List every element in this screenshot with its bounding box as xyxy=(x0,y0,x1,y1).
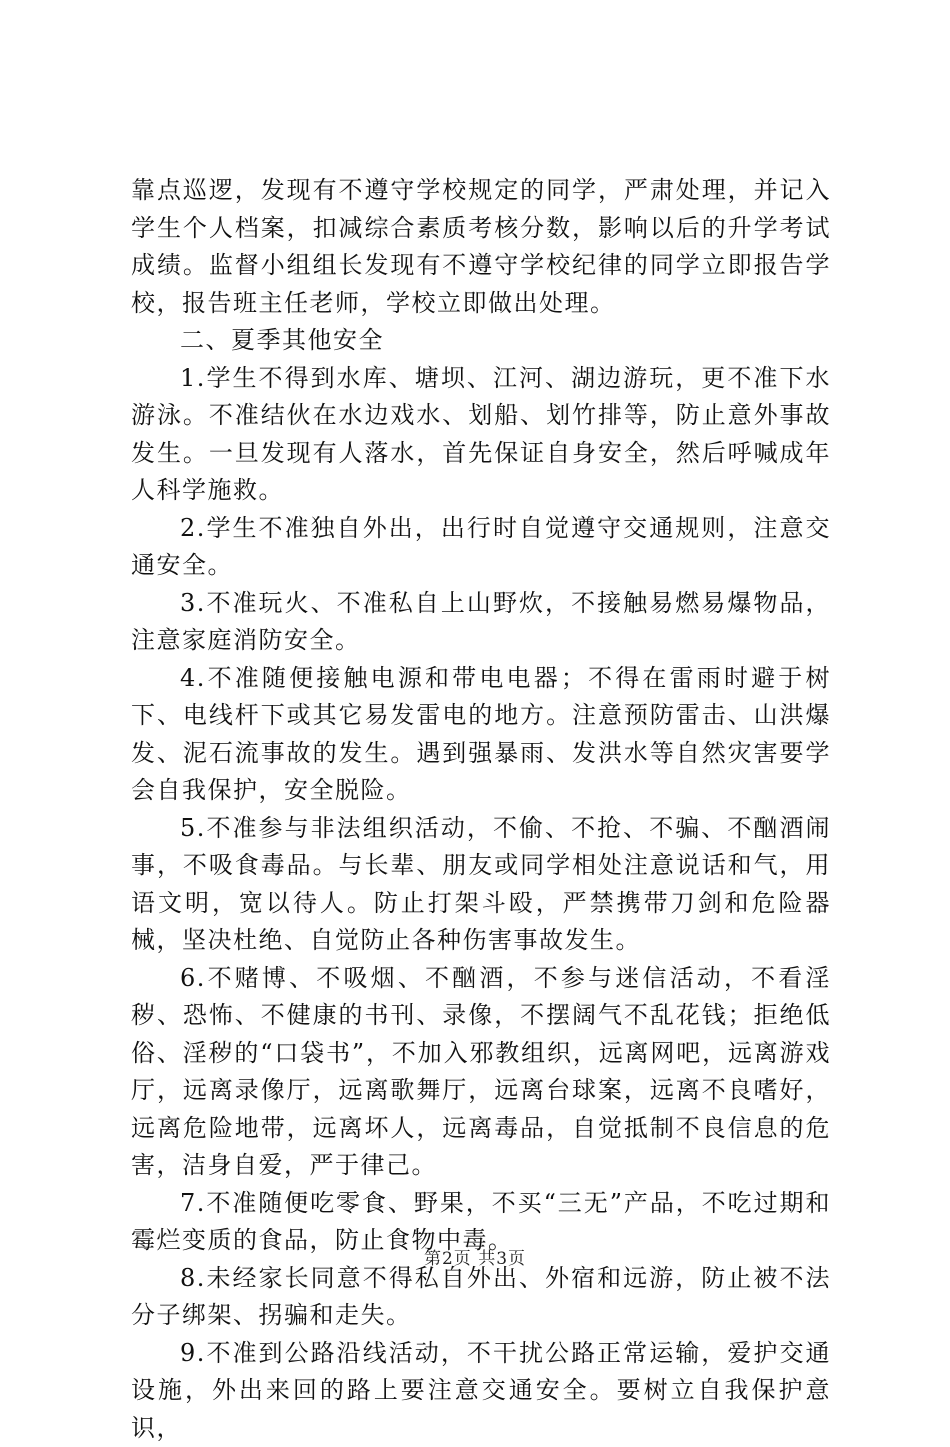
page-number-footer: 第2页 共3页 xyxy=(0,1244,950,1269)
rule-item-1: 1.学生不得到水库、塘坝、江河、湖边游玩，更不准下水游泳。不准结伙在水边戏水、划船、划竹排等，防止意外事故发生。一旦发现有人落水，首先保证自身安全，然后呼喊成年人科学施救。 xyxy=(131,360,831,510)
rule-item-3: 3.不准玩火、不准私自上山野炊，不接触易燃易爆物品，注意家庭消防安全。 xyxy=(131,585,831,660)
rule-item-8: 8.未经家长同意不得私自外出、外宿和远游，防止被不法分子绑架、拐骗和走失。 xyxy=(131,1260,831,1335)
paragraph-patrol-continuation: 靠点巡逻，发现有不遵守学校规定的同学，严肃处理，并记入学生个人档案，扣减综合素质考核分数，影响以后的升学考试成绩。监督小组组长发现有不遵守学校纪律的同学立即报告学校，报告班主任老师，学校立即做出处理。 xyxy=(131,172,831,322)
rule-item-4: 4.不准随便接触电源和带电电器；不得在雷雨时避于树下、电线杆下或其它易发雷电的地方。注意预防雷击、山洪爆发、泥石流事故的发生。遇到强暴雨、发洪水等自然灾害要学会自我保护，安全脱险。 xyxy=(131,660,831,810)
rule-item-6: 6.不赌博、不吸烟、不酗酒，不参与迷信活动，不看淫秽、恐怖、不健康的书刊、录像，不摆阔气不乱花钱；拒绝低俗、淫秽的“口袋书”，不加入邪教组织，远离网吧，远离游戏厅，远离录像厅，远离歌舞厅，远离台球案，远离不良嗜好，远离危险地带，远离坏人，远离毒品，自觉抵制不良信息的危害，洁身自爱，严于律己。 xyxy=(131,960,831,1185)
rule-item-2: 2.学生不准独自外出，出行时自觉遵守交通规则，注意交通安全。 xyxy=(131,510,831,585)
section-heading-summer-safety: 二、夏季其他安全 xyxy=(131,322,831,360)
rule-item-7: 7.不准随便吃零食、野果，不买“三无”产品，不吃过期和霉烂变质的食品，防止食物中毒。 xyxy=(131,1185,831,1260)
rule-item-5: 5.不准参与非法组织活动，不偷、不抢、不骗、不酗酒闹事，不吸食毒品。与长辈、朋友或同学相处注意说话和气，用语文明，宽以待人。防止打架斗殴，严禁携带刀剑和危险器械，坚决杜绝、自觉防止各种伤害事故发生。 xyxy=(131,810,831,960)
rule-item-9: 9.不准到公路沿线活动，不干扰公路正常运输，爱护交通设施，外出来回的路上要注意交通安全。要树立自我保护意识， xyxy=(131,1335,831,1447)
